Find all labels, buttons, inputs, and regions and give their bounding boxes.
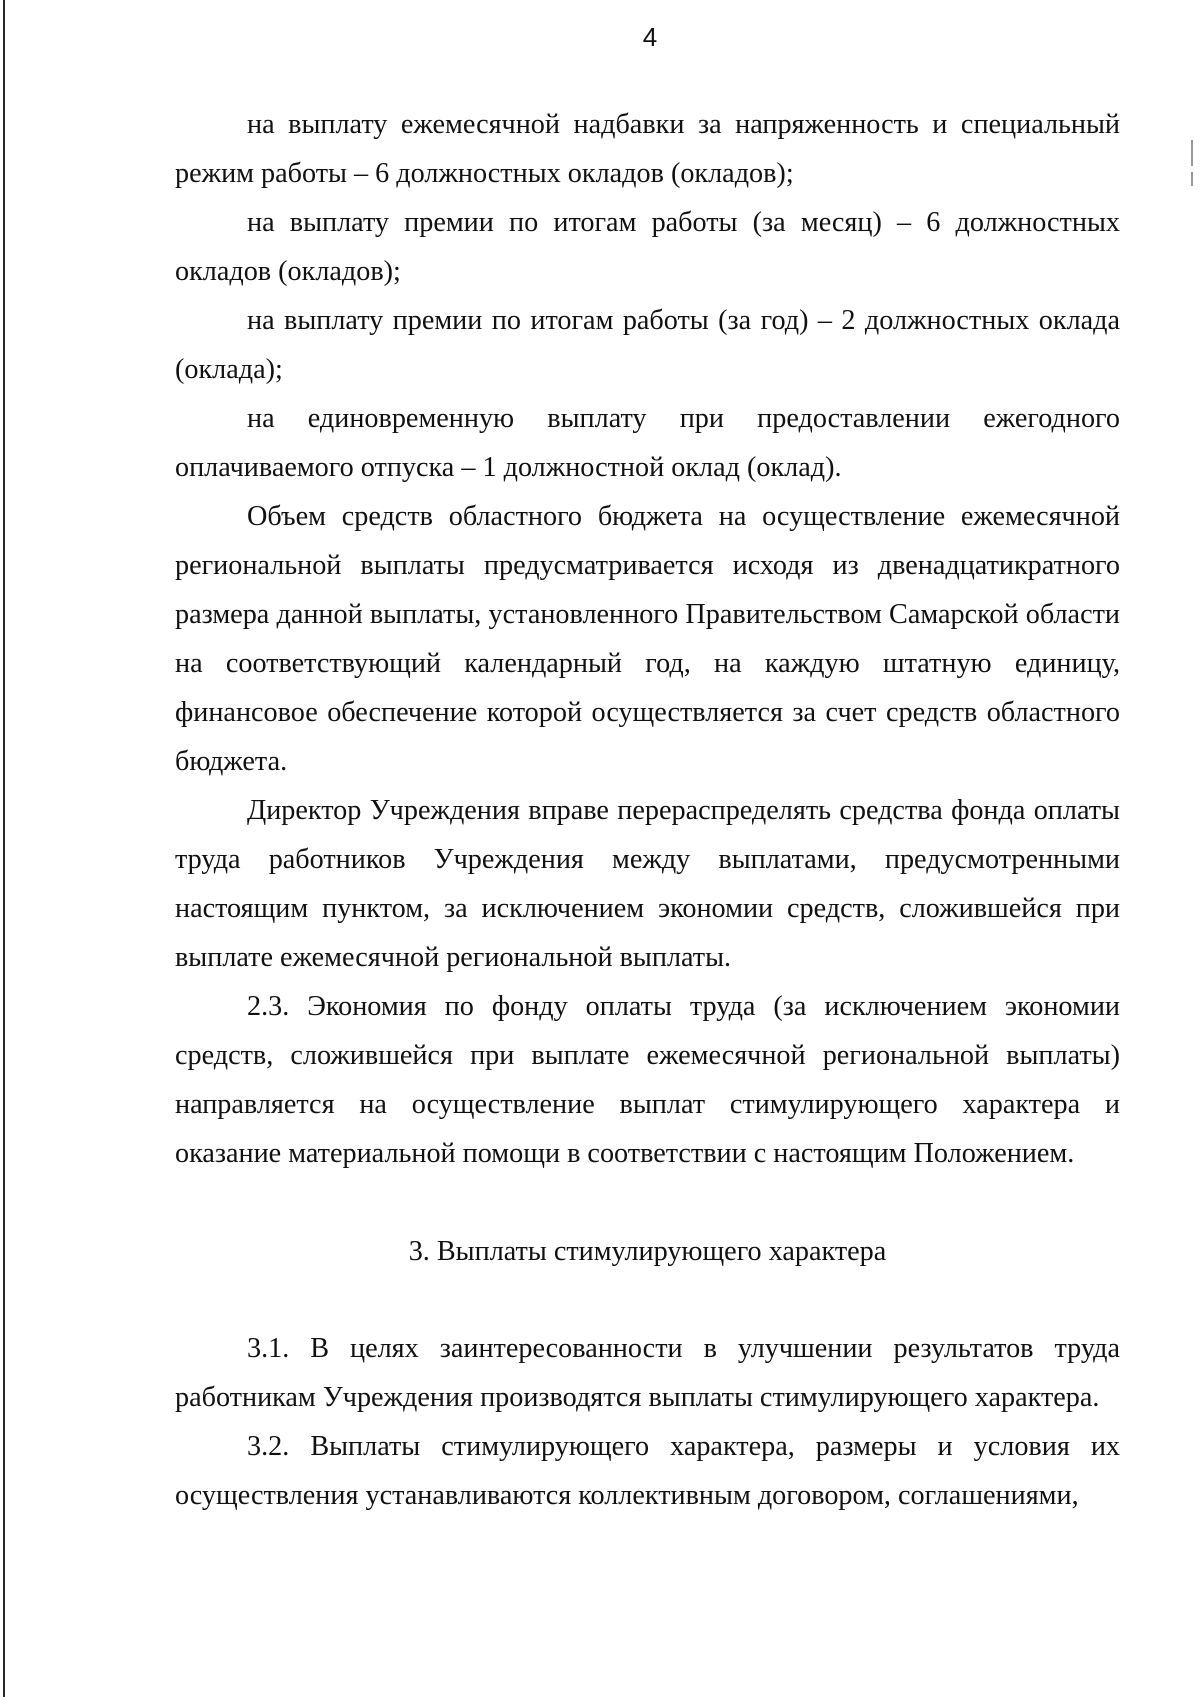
scan-left-edge (3, 0, 5, 1697)
paragraph: на выплату премии по итогам работы (за год) – 2 должностных оклада (оклада); (175, 305, 1120, 385)
paragraph: Директор Учреждения вправе перераспределять средства фонда оплаты труда работников Учреждения между выплатами, предусмотренными настоящим пунктом, за исключением экономии средств, сложившейся при выплате ежемесячной региональной выплаты. (175, 795, 1120, 973)
page-number: 4 (642, 22, 658, 52)
scan-mark (1191, 172, 1193, 186)
paragraph: Объем средств областного бюджета на осуществление ежемесячной региональной выплаты предусматривается исходя из двенадцатикратного размера данной выплаты, установленного Правительством Самарской области на соответствующий календарный год, на каждую штатную единицу, финансовое обеспечение которой осуществляется за счет средств областного бюджета. (175, 501, 1120, 777)
scan-mark (1191, 140, 1193, 166)
paragraph: на выплату премии по итогам работы (за месяц) – 6 должностных окладов (окладов); (175, 207, 1120, 287)
paragraph: 3.1. В целях заинтересованности в улучшении результатов труда работникам Учреждения производятся выплаты стимулирующего характера. (175, 1333, 1120, 1413)
document-body-bottom (175, 1324, 1120, 1520)
document-body-top (175, 100, 1120, 1178)
paragraph: 2.3. Экономия по фонду оплаты труда (за исключением экономии средств, сложившейся при выплате ежемесячной региональной выплаты) направляется на осуществление выплат стимулирующего характера и оказание материальной помощи в соответствии с настоящим Положением. (175, 991, 1120, 1169)
section-heading: 3. Выплаты стимулирующего характера (408, 1236, 887, 1267)
paragraph: на выплату ежемесячной надбавки за напряженность и специальный режим работы – 6 должностных окладов (окладов); (175, 109, 1120, 189)
paragraph: на единовременную выплату при предоставлении ежегодного оплачиваемого отпуска – 1 должностной оклад (оклад). (175, 403, 1120, 483)
paragraph: 3.2. Выплаты стимулирующего характера, размеры и условия их осуществления устанавливаются коллективным договором, соглашениями, (175, 1431, 1120, 1511)
